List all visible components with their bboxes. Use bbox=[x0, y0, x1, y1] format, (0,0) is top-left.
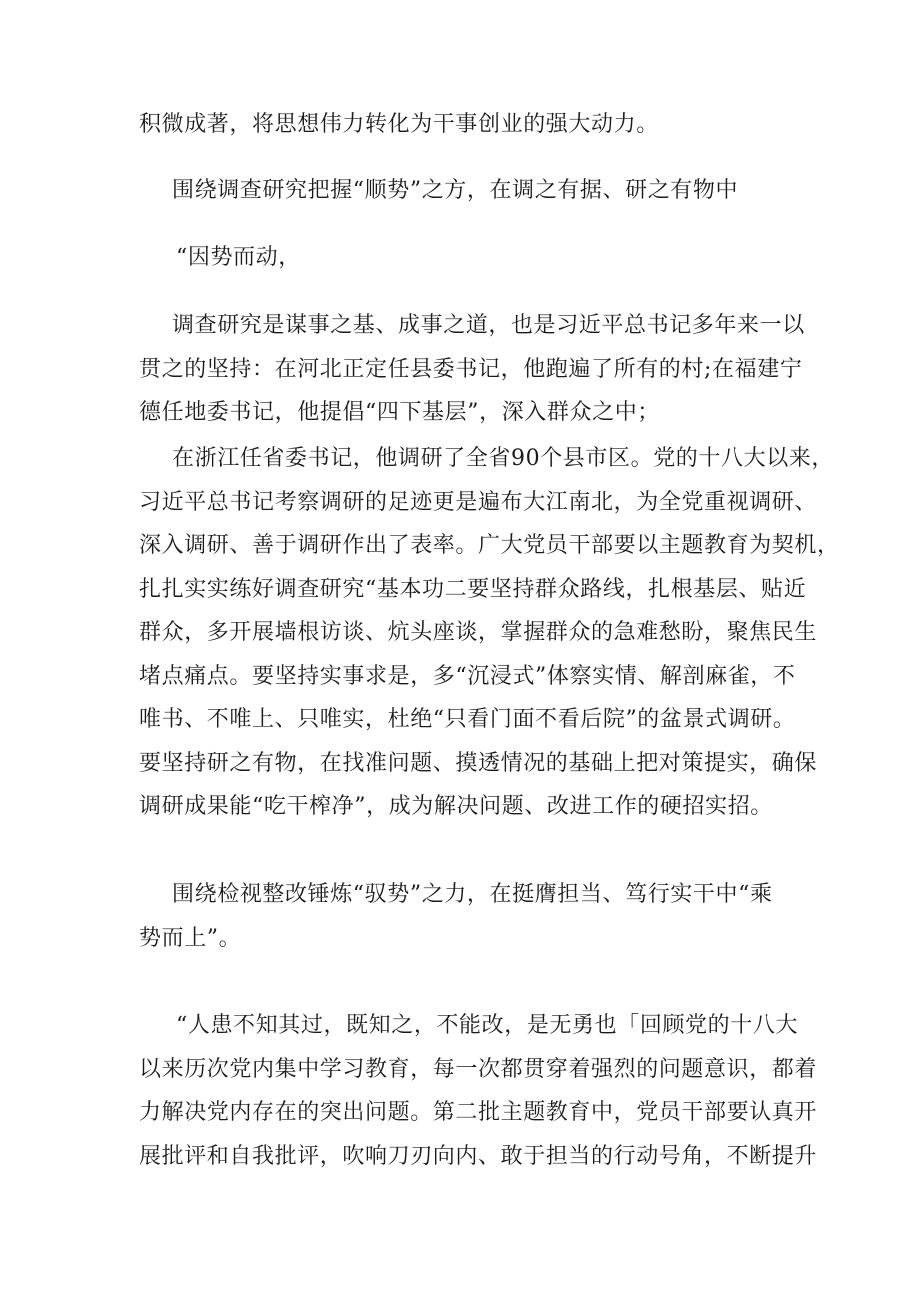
paragraph-7 bbox=[139, 1004, 818, 1178]
text-line: 调查研究是谋事之基、成事之道，也是习近平总书记多年来一以 bbox=[172, 313, 805, 338]
text-line: 势而上”。 bbox=[139, 925, 242, 951]
text-line: 要坚持研之有物，在找准问题、摸透情况的基础上把对策提实，确保 bbox=[139, 750, 818, 776]
text-line: 德任地委书记，他提倡“四下基层”，深入群众之中； bbox=[139, 400, 660, 425]
text-line: 积微成著，将思想伟力转化为干事创业的强大动力。 bbox=[139, 112, 659, 137]
text-line: 扎扎实实练好调查研究“基本功二要坚持群众路线，扎根基层、贴近 bbox=[139, 576, 807, 602]
paragraph-5 bbox=[139, 437, 840, 829]
text-line: 群众，多开展墙根访谈、炕头座谈，掌握群众的急难愁盼，聚焦民生 bbox=[139, 620, 818, 645]
text-line: 唯书、不唯上、只唯实，杜绝“只看门面不看后院”的盆景式调研。 bbox=[139, 707, 796, 732]
text-line: 调研成果能“吃干榨净”，成为解决问题、改进工作的硬招实招。 bbox=[139, 794, 773, 819]
text-line: 以来历次党内集中学习教育，每一次都贯穿着强烈的问题意识，都着 bbox=[139, 1056, 818, 1082]
text-line: “人患不知其过，既知之，不能改，是无勇也「回顾党的十八大 bbox=[176, 1013, 799, 1038]
paragraph-2 bbox=[139, 169, 799, 213]
text-line: “因势而动， bbox=[176, 245, 301, 270]
paragraph-3 bbox=[139, 236, 799, 280]
text-line: 围绕检视整改锤炼“驭势”之力，在挺膺担当、笃行实干中“乘 bbox=[172, 882, 773, 907]
text-line: 贯之的坚持：在河北正定任县委书记，他跑遍了所有的村;在福建宁 bbox=[139, 356, 803, 382]
text-line: 习近平总书记考察调研的足迹更是遍布大江南北，为全党重视调研、 bbox=[139, 489, 818, 515]
paragraph-4 bbox=[139, 304, 805, 435]
paragraph-6 bbox=[139, 873, 799, 960]
text-line: 深入调研、善于调研作出了表率。广大党员干部要以主题教育为契机， bbox=[139, 533, 840, 558]
text-line: 展批评和自我批评，吹响刀刃向内、敢于担当的行动号角，不断提升 bbox=[139, 1143, 818, 1169]
text-line: 围绕调查研究把握“顺势”之方，在调之有据、研之有物中 bbox=[172, 178, 739, 203]
text-line: 力解决党内存在的突出问题。第二批主题教育中，党员干部要认真开 bbox=[139, 1100, 818, 1125]
paragraph-1 bbox=[139, 103, 799, 147]
text-line: 在浙江任省委书记，他调研了全省90个县市区。党的十八大以来， bbox=[172, 446, 834, 471]
text-line: 堵点痛点。要坚持实事求是，多“沉浸式”体察实情、解剖麻雀，不 bbox=[139, 663, 796, 689]
